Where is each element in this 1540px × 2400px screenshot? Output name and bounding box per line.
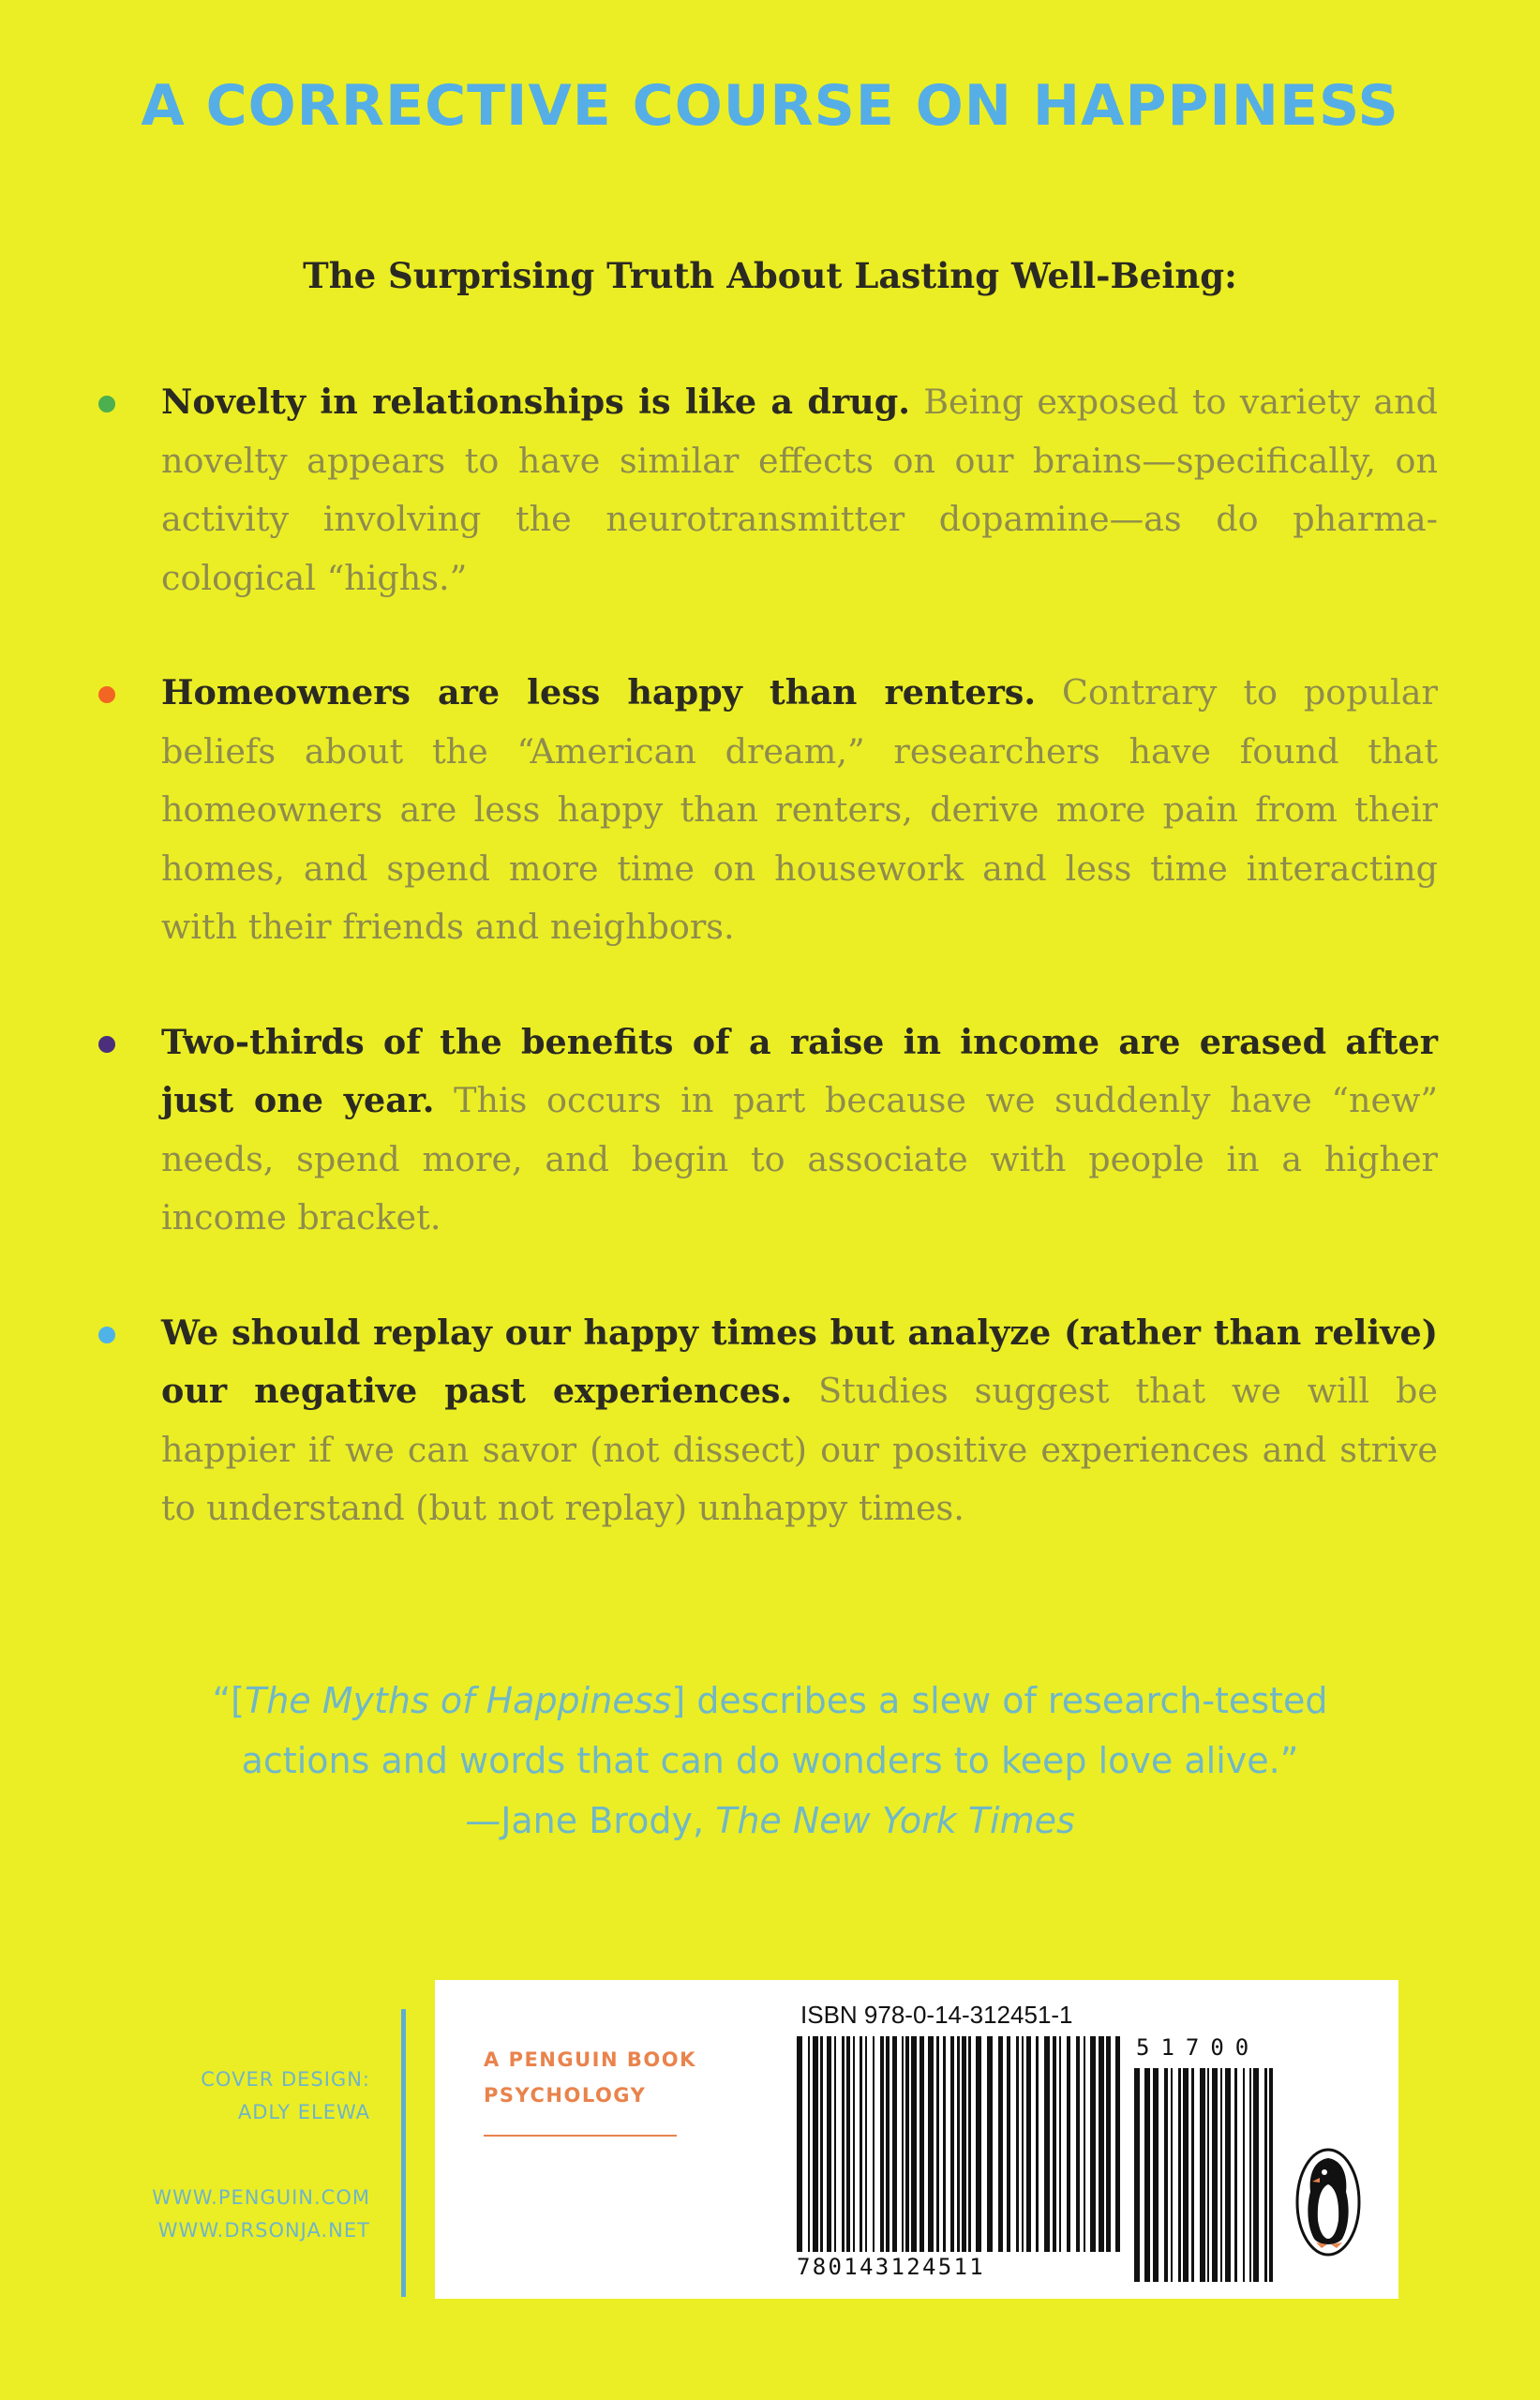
barcode-panel (435, 1980, 1398, 2299)
barcode-bar (1249, 2068, 1251, 2282)
bullet-dot-green (98, 396, 115, 412)
barcode-bar (892, 2036, 897, 2252)
barcode-bar (1200, 2068, 1205, 2282)
barcode-bar (1207, 2068, 1209, 2282)
imprint-category: PSYCHOLOGY (484, 2084, 647, 2107)
barcode-bar (1253, 2068, 1259, 2282)
finding-body: Being exposed to variety and novelty appears to have similar effects on our brains—specifically, on activity involving the neurotransmitter dopamine—as do pharma-cological “highs.” (161, 382, 1438, 598)
barcode-bar (1225, 2068, 1231, 2282)
barcode-bar (1084, 2036, 1085, 2252)
barcode-bar (1106, 2036, 1111, 2252)
barcode-bar (1067, 2036, 1070, 2252)
barcode-bar (911, 2036, 917, 2252)
barcode-bar (1164, 2068, 1168, 2282)
quote-line-2: actions and words that can do wonders to keep love alive.” (241, 1740, 1299, 1781)
divider-line (401, 2009, 406, 2297)
finding-lead: Homeowners are less happy than renters. (161, 672, 1037, 712)
barcode-bar (1059, 2036, 1061, 2252)
barcode-bar (962, 2036, 966, 2252)
barcode-bar (1036, 2036, 1039, 2252)
imprint-publisher: A PENGUIN BOOK (484, 2048, 696, 2071)
barcode-bar (943, 2036, 946, 2252)
website-links (56, 2182, 370, 2247)
barcode-bar (1153, 2068, 1159, 2282)
barcode-bar (813, 2036, 818, 2252)
barcode-bar (968, 2036, 971, 2252)
barcode-bar (1016, 2036, 1019, 2252)
barcode-bar (976, 2036, 981, 2252)
barcode-bar (1076, 2036, 1080, 2252)
barcode-bar (1212, 2068, 1218, 2282)
quote-attribution (0, 1791, 1540, 1851)
design-label: COVER DESIGN: (201, 2068, 370, 2091)
finding-body: Studies suggest that we will be happier if we can savor (not dissect) our positive experiences and strive to understand (but not replay) unhappy times. (161, 1371, 1438, 1528)
barcode-bar (1090, 2036, 1096, 2252)
barcode-bar (808, 2036, 810, 2252)
barcode-bar (905, 2036, 909, 2252)
penguin-logo-icon (1295, 2147, 1361, 2258)
barcode-bar (936, 2036, 939, 2252)
quote-text-1: ] describes a slew of research-tested (671, 1680, 1328, 1721)
isbn-number: ISBN 978-0-14-312451-1 (800, 2001, 1073, 2029)
penguin-website: WWW.PENGUIN.COM (152, 2186, 370, 2209)
barcode-bar (1178, 2068, 1181, 2282)
list-item (161, 664, 1438, 957)
barcode-digits: 780143124511 (797, 2254, 985, 2280)
barcode-bar (1269, 2068, 1273, 2282)
barcode-bar (846, 2036, 850, 2252)
barcode-bar (998, 2036, 1003, 2252)
isbn-barcode (797, 2036, 1125, 2252)
barcode-bar (1022, 2036, 1024, 2252)
review-quote (0, 1671, 1540, 1851)
subheading: The Surprising Truth About Lasting Well-Being: (303, 255, 1237, 296)
barcode-bar (842, 2036, 845, 2252)
barcode-bar (1264, 2068, 1267, 2282)
barcode-bar (797, 2036, 802, 2252)
barcode-bar (1220, 2068, 1222, 2282)
cover-design-credit (56, 2063, 370, 2129)
list-item (161, 373, 1438, 608)
barcode-bar (950, 2036, 954, 2252)
barcode-bar (1243, 2068, 1245, 2282)
designer-name: ADLY ELEWA (237, 2101, 370, 2123)
barcode-bar (1115, 2036, 1120, 2252)
barcode-bar (1007, 2036, 1010, 2252)
imprint-underline (484, 2135, 677, 2137)
list-item (161, 1304, 1438, 1538)
imprint-label (484, 2042, 696, 2113)
barcode-bar (1183, 2068, 1189, 2282)
quote-open: “[ (212, 1680, 245, 1721)
barcode-bar (873, 2036, 875, 2252)
barcode-bar (1026, 2036, 1031, 2252)
finding-lead: We should replay our happy times but analyze (rather than relive) our negative past experiences. (161, 1312, 1438, 1411)
barcode-bar (957, 2036, 960, 2252)
barcode-bar (853, 2036, 855, 2252)
barcode-bar (1099, 2036, 1104, 2252)
bullet-dot-purple (98, 1036, 115, 1053)
finding-body: Contrary to popular beliefs about the “American dream,” researchers have found that homeowners are less happy than renters, derive more pain from their homes, and spend more time on housework and less time interacting with their friends and neighbors. (161, 672, 1439, 947)
barcode-bar (1053, 2036, 1056, 2252)
barcode-bar (1191, 2068, 1194, 2282)
barcode-bar (886, 2036, 890, 2252)
barcode-bar (827, 2036, 831, 2252)
barcode-bar (834, 2036, 836, 2252)
barcode-bar (1044, 2036, 1050, 2252)
findings-list (161, 373, 1438, 1538)
price-code: 51700 (1136, 2034, 1261, 2061)
barcode-bar (1234, 2068, 1237, 2282)
quote-line-1 (0, 1671, 1540, 1731)
barcode-bar (902, 2036, 904, 2252)
reviewer-name: —Jane Brody, (465, 1800, 716, 1841)
barcode-bar (880, 2036, 884, 2252)
barcode-bar (1134, 2068, 1140, 2282)
barcode-bar (928, 2036, 934, 2252)
quoted-book-title: The Myths of Happiness (244, 1680, 672, 1721)
barcode-bar (920, 2036, 924, 2252)
barcode-bar (820, 2036, 823, 2252)
barcode-bar (1144, 2068, 1150, 2282)
author-website: WWW.DRSONJA.NET (157, 2219, 370, 2242)
finding-body: This occurs in part because we suddenly have “new” needs, spend more, and begin to associate with people in a higher income bracket. (161, 1080, 1438, 1238)
headline: A CORRECTIVE COURSE ON HAPPINESS (141, 73, 1399, 139)
barcode-bar (865, 2036, 867, 2252)
finding-lead: Two-thirds of the benefits of a raise in income are erased after just one year. (161, 1021, 1438, 1120)
publication-name: The New York Times (715, 1800, 1075, 1841)
finding-lead: Novelty in relationships is like a drug. (161, 382, 910, 422)
price-barcode (1134, 2068, 1275, 2282)
barcode-bar (860, 2036, 862, 2252)
bullet-dot-blue (98, 1327, 115, 1343)
list-item (161, 1013, 1438, 1248)
barcode-bar (987, 2036, 993, 2252)
bullet-dot-orange (98, 686, 115, 703)
barcode-bar (1171, 2068, 1173, 2282)
